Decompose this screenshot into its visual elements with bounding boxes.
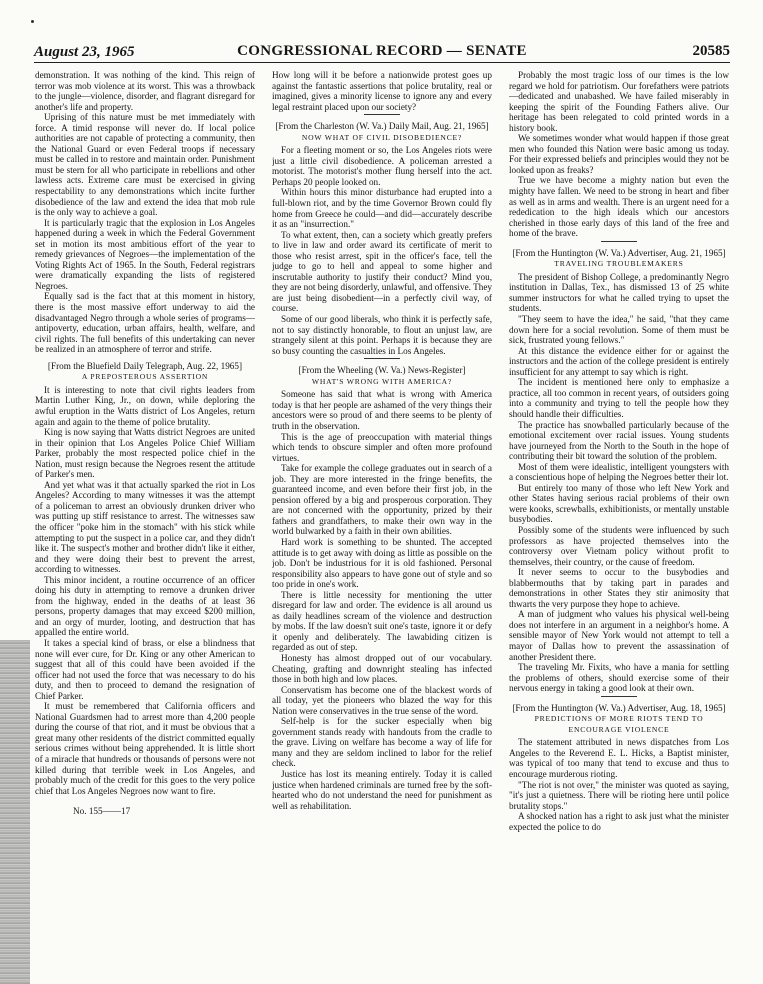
- paragraph: King is now saying that Watts district Negroes are united in their opinion that Los Angeles Police Chief William Parker, probably the most respected police chief in the Nation, must resign because the Negroes resent the attitude of Parker's men.: [35, 427, 255, 480]
- divider: [601, 241, 637, 242]
- section-title: WHAT'S WRONG WITH AMERICA?: [311, 376, 453, 386]
- paragraph: A shocked nation has a right to ask just what the minister expected the police to do: [509, 811, 729, 832]
- margin-mark: [31, 20, 34, 23]
- header-title: CONGRESSIONAL RECORD — SENATE: [237, 43, 527, 59]
- section-title: PREDICTIONS OF MORE RIOTS TEND TO ENCOURAGE VIOLENCE: [534, 714, 704, 734]
- paragraph: Self-help is for the sucker especially when big government stands ready with handouts from the cradle to the grave. Living on welfare has become a way of life for many and they are seldom inclined to labor for the relief check.: [272, 716, 492, 769]
- paragraph: Within hours this minor disturbance had erupted into a full-blown riot, and by the time Governor Brown could fly home from Greece he could—and did—accurately describe it as an "insurrection.": [272, 187, 492, 230]
- paragraph: Take for example the college graduates out in search of a job. They are more interested in the fringe benefits, the guaranteed income, and even before their first job, in the pension offered by a big and prosperous corporation. They are not concerned with the opportunity, prized by their fathers and grandfathers, to make their own way in the world bulwarked by a faith in their own abilities.: [272, 463, 492, 537]
- paragraph: It must be remembered that California officers and National Guardsmen had to arrest more than 4,200 people during the course of that riot, and it must be obvious that a great many other residents of the district committed equally serious crimes without being apprehended. It is little short of a miracle that hundreds or thousands of persons were not killed during that terrible week in Los Angeles, and probably much of the credit for this goes to the very police chief that Los Angeles Negroes now want to fire.: [35, 701, 255, 796]
- paragraph: To what extent, then, can a society which greatly prefers to live in law and order award its certificate of merit to those who resist arrest, spit in the officer's face, tell the judge to go to hell and appeal to some higher and inscrutable authority to justify their conduct? Mind you, they are not being disorderly, unlawful, and offensive. They are just being disobedient—in a perfectly civil way, of course.: [272, 229, 492, 314]
- page-header: [34, 34, 730, 63]
- binding-edge: [0, 640, 30, 984]
- paragraph: Someone has said that what is wrong with America today is that her people are ashamed of the very things their ancestors were so proud of and there seems to be plenty of truth in the observation.: [272, 389, 492, 431]
- divider: [364, 114, 400, 115]
- paragraph: But entirely too many of those who left New York and other States having serious racial problems of their own were kooks, screwballs, exhibitionists, or mentally unstable busybodies.: [509, 482, 729, 525]
- paragraph: And yet what was it that actually sparked the riot in Los Angeles? According to many witnesses it was the attempt of a policeman to arrest an obviously drunken driver who was putting up stiff resistance to arrest. The witnesses saw the officer "poke him in the stomach" with his stick while attempting to put the suspect in a police car, and they didn't like it. The suspect's mother and brother didn't like it either, and they were doing their best to prevent the arrest, according to witnesses.: [35, 479, 255, 575]
- source-citation: [From the Huntington (W. Va.) Advertiser, Aug. 18, 1965]: [512, 702, 726, 713]
- source-citation: [From the Bluefield Daily Telegraph, Aug. 22, 1965]: [47, 360, 243, 371]
- paragraph: The incident is mentioned here only to emphasize a practice, all too common in recent years, of outsiders going into a community and trying to tell the people how they should handle their difficulties.: [509, 377, 729, 419]
- paragraph: The practice has snowballed particularly because of the emotional excitement over racial issues. Young students have journeyed from the North to the South in the hope of contributing their bit toward the solution of the problem.: [509, 419, 729, 462]
- paragraph: Honesty has almost dropped out of our vocabulary. Cheating, grafting and downright stealing has infected those in both high and low places.: [272, 652, 492, 685]
- paragraph: The statement attributed in news dispatches from Los Angeles to the Reverend E. L. Hicks, a Baptist minister, was typical of too many that tend to excuse and thus to encourage murderous rioting.: [509, 737, 729, 779]
- paragraph: Some of our good liberals, who think it is perfectly safe, not to say distinctly honorable, to flout an unjust law, are strangely silent at this point. Perhaps it is because they are so busy counting the casualties in Los Angeles.: [272, 314, 492, 356]
- divider: [364, 358, 400, 359]
- paragraph: The president of Bishop College, a predominantly Negro institution in Dallas, Tex., has dismissed 13 of 25 white summer instructors for what he called trying to upset the students.: [509, 271, 729, 314]
- paragraph: How long will it be before a nationwide protest goes up against the fantastic assertions that police brutality, real or imagined, gives a minority license to ignore any and every legal restraint placed upon our society?: [272, 70, 492, 112]
- paragraph: "They seem to have the idea," he said, "that they came down here for a social revolution. Some of them must be sick, frustrated young fellows.": [509, 314, 729, 346]
- paragraph: A man of judgment who values his physical well-being does not interfere in an argument in a neighbor's home. A sensible mayor of New York would not attempt to tell a mayor of Dallas how to prevent the assassination of another President there.: [509, 609, 729, 662]
- paragraph: Most of them were idealistic, intelligent youngsters with a conscientious hope of helping the Negroes better their lot.: [509, 461, 729, 483]
- paragraph: It is interesting to note that civil rights leaders from Martin Luther King, Jr., on down, while deploring the awful eruption in the Watts district of Los Angeles, return again and again to the theme of police brutality.: [35, 384, 255, 427]
- paragraph: For a fleeting moment or so, the Los Angeles riots were just a little civil disobedience. A policeman arrested a motorist. The motorist's mother flung herself into the act. Perhaps 20 people looked on.: [272, 145, 492, 187]
- paragraph: Justice has lost its meaning entirely. Today it is called justice when hardened criminals are turned free by the soft-hearted who do not understand the need for punishment as well as rehabilitation.: [272, 769, 492, 811]
- paragraph: It takes a special kind of brass, or else a blindness that none will ever cure, for Dr. King or any other American to suggest that all of this could have been avoided if the officer had not used the force that was necessary to do his duty, and then to proceed to demand the resignation of Chief Parker.: [35, 637, 255, 701]
- paragraph: This minor incident, a routine occurrence of an officer doing his duty in attempting to remove a drunken driver from the highway, ended in the deaths of at least 36 persons, property damages that may exceed $200 million, and an orgy of murder, looting, and destruction that has appalled the entire world.: [35, 574, 255, 638]
- paragraph: There is little necessity for mentioning the utter disregard for law and order. The evidence is all around us as daily headlines scream of the violence and destruction by mobs. If the law doesn't suit one's taste, ignore it or defy it openly and deliberately. The lawabiding citizen is regarded as out of step.: [272, 589, 492, 653]
- paragraph: "The riot is not over," the minister was quoted as saying, "it's just a quietness. There will be rioting here until police brutality stops.": [509, 779, 729, 811]
- source-citation: [From the Charleston (W. Va.) Daily Mail, Aug. 21, 1965]: [275, 121, 489, 132]
- paragraph: This is the age of preoccupation with material things which tends to obscure simpler and often more profound virtues.: [272, 431, 492, 463]
- paragraph: We sometimes wonder what would happen if those great men who founded this Nation were basic among us today. For their expressed beliefs and principles would they not be looked upon as freaks?: [509, 133, 729, 175]
- section-title: NOW WHAT OF CIVIL DISOBEDIENCE?: [301, 132, 463, 142]
- paragraph: demonstration. It was nothing of the kind. This reign of terror was mob violence at its worst. This was a throwback to the jungle—violence, disorder, and flagrant disregard for another's life and property.: [35, 70, 255, 112]
- source-citation: [From the Wheeling (W. Va.) News-Register]: [298, 365, 466, 376]
- column-2: [272, 70, 492, 811]
- paragraph: Conservatism has become one of the blackest words of all today, yet the pioneers who blazed the way for this Nation were conservatives in the true sense of the word.: [272, 684, 492, 716]
- paragraph: At this distance the evidence either for or against the instructors and the action of the college president is entirely insufficient for any attempt to say which is right.: [509, 345, 729, 377]
- paragraph: Possibly some of the students were influenced by such professors as have projected themselves into the controversy over Vietnam policy without profit to themselves, their country, or the cause of freedom.: [509, 524, 729, 567]
- column-1: [35, 70, 255, 817]
- header-date: August 23, 1965: [34, 44, 135, 60]
- issue-number: No. 155——17: [73, 806, 131, 817]
- paragraph: Uprising of this nature must be met immediately with force. A timid response will never do. If local police authorities are not capable of protecting a community, then the National Guard or even Federal troops if necessary must be called in to restore and maintain order. Punishment must be stern for all who participate in rebellions and other lawless acts. Extreme care must be exercised in giving respectability to any demonstrations which incite further disobedience of the law and extend the idea that mob rule is the only way to achieve a goal.: [35, 112, 255, 218]
- paragraph: It is particularly tragic that the explosion in Los Angeles happened during a week in which the Federal Government set in motion its most ambitious effort of the year to remedy grievances of Negroes—the implementation of the Voting Rights Act of 1965. In the South, Federal registrars were dramatically expanding the lists of registered Negroes.: [35, 217, 255, 291]
- source-citation: [From the Huntington (W. Va.) Advertiser, Aug. 21, 1965]: [512, 247, 726, 258]
- paragraph: Hard work is something to be shunted. The accepted attitude is to get away with doing as little as possible on the job. Don't be industrious for it is old fashioned. Personal responsibility also appears to have gone out of style and so too pride in one's work.: [272, 536, 492, 590]
- section-title: TRAVELING TROUBLEMAKERS: [554, 259, 684, 269]
- paragraph: Equally sad is the fact that at this moment in history, there is the most massive effort underway to aid the disadvantaged Negro through a whole series of programs—antipoverty, education, urban affairs, health, welfare, and civil rights. The full benefits of this undertaking can never be realized in an atmosphere of terror and strife.: [35, 291, 255, 355]
- paragraph: Probably the most tragic loss of our times is the low regard we hold for patriotism. Our forefathers were patriots—dedicated and unabashed. We have failed miserably in keeping the spirit of the Founding Fathers alive. Our heritage has been relegated to cold printed words in a history book.: [509, 70, 729, 133]
- paragraph: It never seems to occur to the busybodies and blabbermouths that by taking part in parades and demonstrations in other States they stir animosity that thwarts the very purpose they hope to achieve.: [509, 567, 729, 609]
- paragraph: The traveling Mr. Fixits, who have a mania for settling the problems of others, should exercise some of their nervous energy in taking a good look at their own.: [509, 662, 729, 694]
- divider: [601, 696, 637, 697]
- paragraph: True we have become a mighty nation but even the mighty have fallen. We need to be strong in heart and fiber as well as in arms and wealth. There is an urgent need for a rededication to the high ideals which our ancestors cherished in those early days of this land of the free and home of the brave.: [509, 175, 729, 239]
- column-3: [509, 70, 729, 832]
- header-page-number: 20585: [692, 43, 730, 59]
- section-title: A PREPOSTEROUS ASSERTION: [81, 372, 209, 382]
